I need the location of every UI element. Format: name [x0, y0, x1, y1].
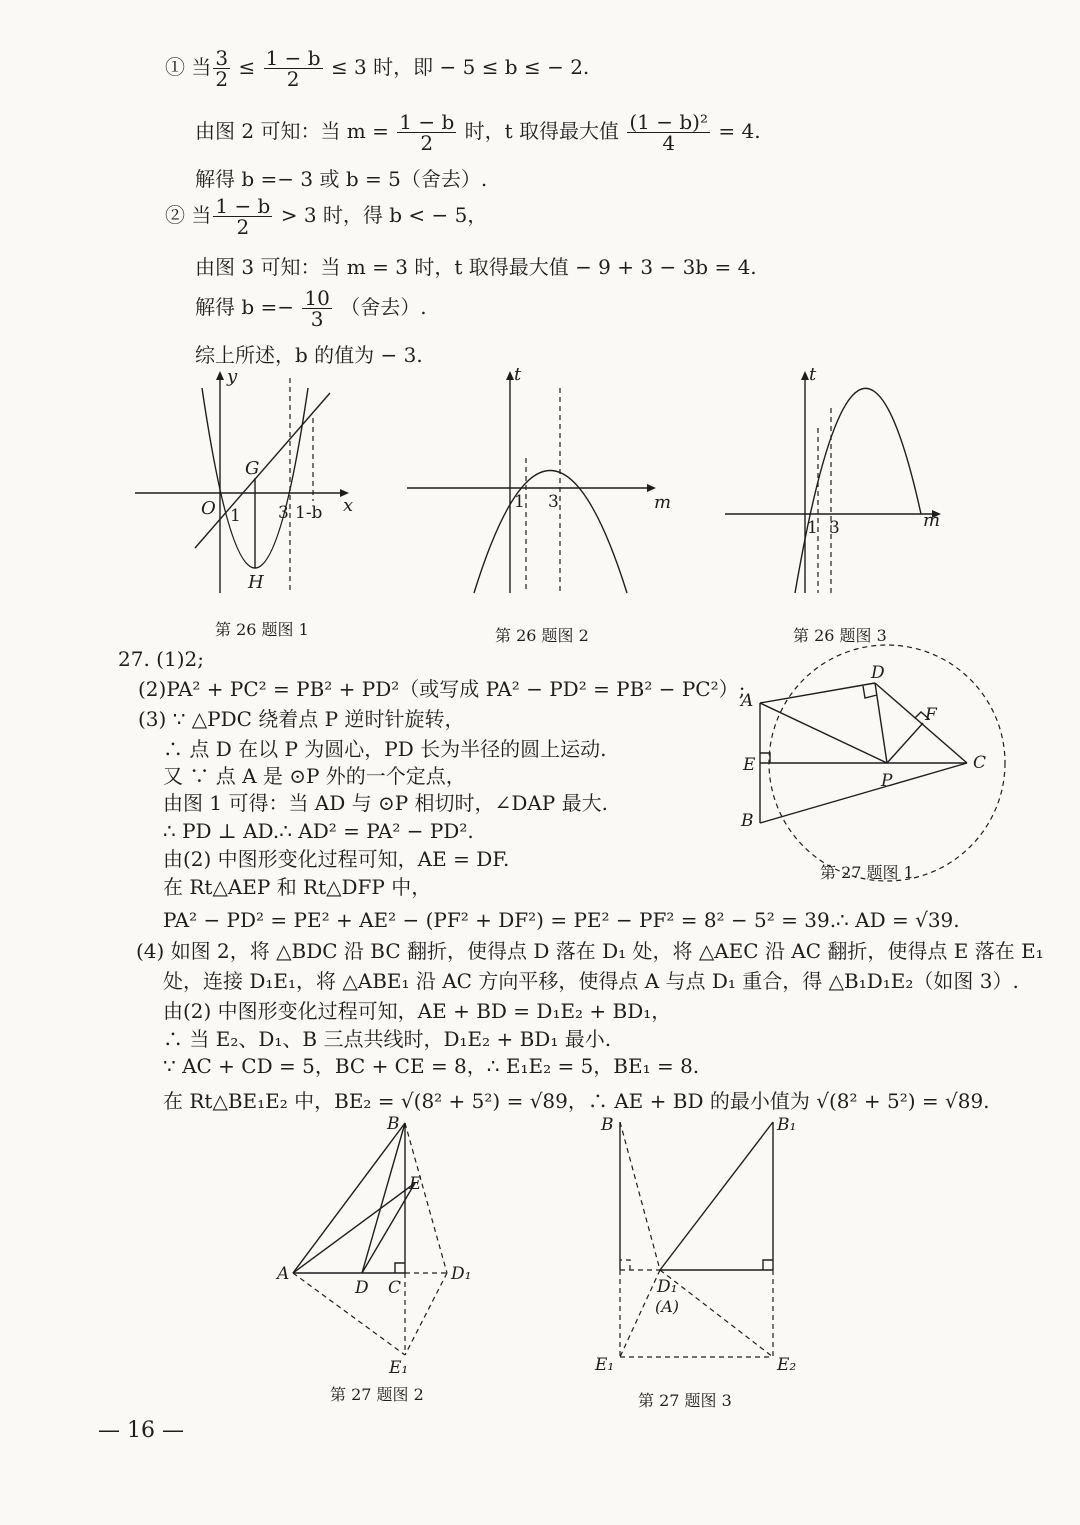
fig26-1	[135, 368, 375, 598]
q27-line-2: (2)PA² + PC² = PB² + PD²（或写成 PA² − PD² = PB² − PC²）;	[138, 677, 746, 701]
q26-solve-line-1: 解得 b =− 3 或 b = 5（舍去）.	[195, 167, 488, 191]
fig27-3-label-A-paren: (A)	[655, 1297, 680, 1316]
q27-line-10: PA² − PD² = PE² + AE² − (PF² + DF²) = PE² − PF² = 8² − 5² = 39.∴ AD = √39.	[163, 908, 960, 932]
q27-line-3: (3) ∵ △PDC 绕着点 P 逆时针旋转，	[138, 707, 465, 731]
fig26-2-label-1: 1	[514, 492, 525, 512]
q27-line-6: 由图 1 可得：当 AD 与 ⊙P 相切时，∠DAP 最大.	[163, 791, 608, 815]
q26-case2-line: ② 当 $\frac{1 - b}{2}$ > 3 时，得 b < − 5，	[165, 194, 488, 239]
fig27-1-label-B: B	[741, 811, 754, 831]
fig27-3-label-D1: D₁	[657, 1277, 678, 1297]
fig27-2-label-B: B	[387, 1114, 400, 1134]
fig26-2-label-3: 3	[548, 492, 559, 512]
fig26-3-label-m: m	[923, 510, 941, 531]
fig27-1-caption: 第 27 题图 1	[820, 863, 914, 882]
q27-line-16: 在 Rt△BE₁E₂ 中，BE₂ = √(8² + 5²) = √89，∴ AE + BD 的最小值为 √(8² + 5²) = √89.	[163, 1089, 990, 1113]
q26-conclusion: 综上所述，b 的值为 − 3.	[195, 343, 423, 367]
fig26-3-label-3: 3	[829, 518, 840, 538]
fig26-1-caption: 第 26 题图 1	[215, 620, 309, 639]
q26-fig2-max-line: 由图 2 可知：当 m = $\frac{1 - b}{2}$ 时，t 取得最大值 $\frac{\text{(1 − b)²}}{4}$ = 4.	[195, 110, 761, 155]
fig27-2-label-C: C	[388, 1278, 402, 1298]
fig26-3	[725, 364, 955, 598]
q27-line-5: 又 ∵ 点 A 是 ⊙P 外的一个定点，	[163, 764, 466, 788]
fig26-1-label-1: 1	[230, 506, 241, 526]
q27-line-8: 由(2) 中图形变化过程可知，AE = DF.	[163, 847, 510, 871]
fig26-2-label-t: t	[514, 364, 522, 385]
q26-fig3-max-line: 由图 3 可知：当 m = 3 时，t 取得最大值 − 9 + 3 − 3b = 4.	[195, 255, 757, 279]
fig27-2-label-D1: D₁	[451, 1264, 472, 1284]
fig27-1-label-E: E	[743, 755, 756, 775]
fig26-3-label-t: t	[809, 364, 817, 385]
fig27-2	[275, 1115, 505, 1385]
q27-line-7: ∴ PD ⊥ AD.∴ AD² = PA² − PD².	[163, 819, 474, 843]
q27-line-15: ∵ AC + CD = 5，BC + CE = 8，∴ E₁E₂ = 5，BE₁ = 8.	[163, 1054, 700, 1078]
q26-case1-line: ① 当 $\frac{3}{2}$ ≤ $\frac{1 - b}{2}$ ≤ 3 时，即 − 5 ≤ b ≤ − 2.	[165, 46, 590, 91]
fig27-2-caption: 第 27 题图 2	[330, 1385, 424, 1404]
fig27-1	[735, 663, 995, 848]
fig27-2-label-D: D	[355, 1278, 369, 1298]
fig26-2-label-m: m	[654, 492, 672, 513]
q26-solve-line-2: 解得 b =− $\frac{10}{3}$ （舍去）.	[195, 286, 427, 331]
fig26-3-label-1: 1	[807, 518, 818, 538]
fig26-1-label-G: G	[245, 458, 260, 479]
fig27-1-label-D: D	[871, 663, 885, 683]
fig26-1-label-y: y	[227, 366, 238, 387]
fig27-1-label-A: A	[741, 691, 754, 711]
fig26-2	[402, 364, 682, 598]
fig26-1-label-x: x	[343, 495, 354, 516]
fig27-2-label-A: A	[277, 1264, 290, 1284]
q27-line-4: ∴ 点 D 在以 P 为圆心，PD 长为半径的圆上运动.	[163, 737, 607, 761]
q27-line-14: ∴ 当 E₂、D₁、B 三点共线时，D₁E₂ + BD₁ 最小.	[163, 1027, 612, 1051]
fig27-3-label-B1: B₁	[777, 1115, 797, 1135]
fig27-3-label-E1: E₁	[595, 1355, 615, 1375]
fig26-3-caption: 第 26 题图 3	[793, 626, 887, 645]
q27-line-12: 处，连接 D₁E₁，将 △ABE₁ 沿 AC 方向平移，使得点 A 与点 D₁ 重合，得 △B₁D₁E₂（如图 3）.	[163, 969, 1019, 993]
q27-line-13: 由(2) 中图形变化过程可知，AE + BD = D₁E₂ + BD₁，	[163, 999, 672, 1023]
fig27-1-label-P: P	[881, 771, 893, 791]
fig26-1-label-H: H	[248, 572, 264, 593]
fig26-1-label-1-b: 1-b	[295, 503, 323, 523]
fig27-1-label-F: F	[925, 705, 937, 725]
q27-line-1: 27. (1)2;	[118, 647, 204, 671]
q27-line-11: (4) 如图 2，将 △BDC 沿 BC 翻折，使得点 D 落在 D₁ 处，将 △AEC 沿 AC 翻折，使得点 E 落在 E₁	[136, 939, 1044, 963]
fig27-3-label-B: B	[601, 1115, 614, 1135]
fig27-3	[595, 1112, 835, 1375]
fig26-1-label-O: O	[201, 498, 216, 519]
fig27-3-label-E2: E₂	[777, 1355, 797, 1375]
page-number: — 16 —	[98, 1418, 184, 1443]
fig26-2-caption: 第 26 题图 2	[495, 626, 589, 645]
q27-line-9: 在 Rt△AEP 和 Rt△DFP 中，	[163, 875, 432, 899]
fig27-2-label-E: E	[409, 1174, 422, 1194]
fig27-2-label-E1: E₁	[389, 1358, 409, 1378]
fig27-1-label-C: C	[973, 753, 987, 773]
fig27-3-caption: 第 27 题图 3	[638, 1391, 732, 1410]
fig26-1-label-3: 3	[278, 503, 289, 523]
